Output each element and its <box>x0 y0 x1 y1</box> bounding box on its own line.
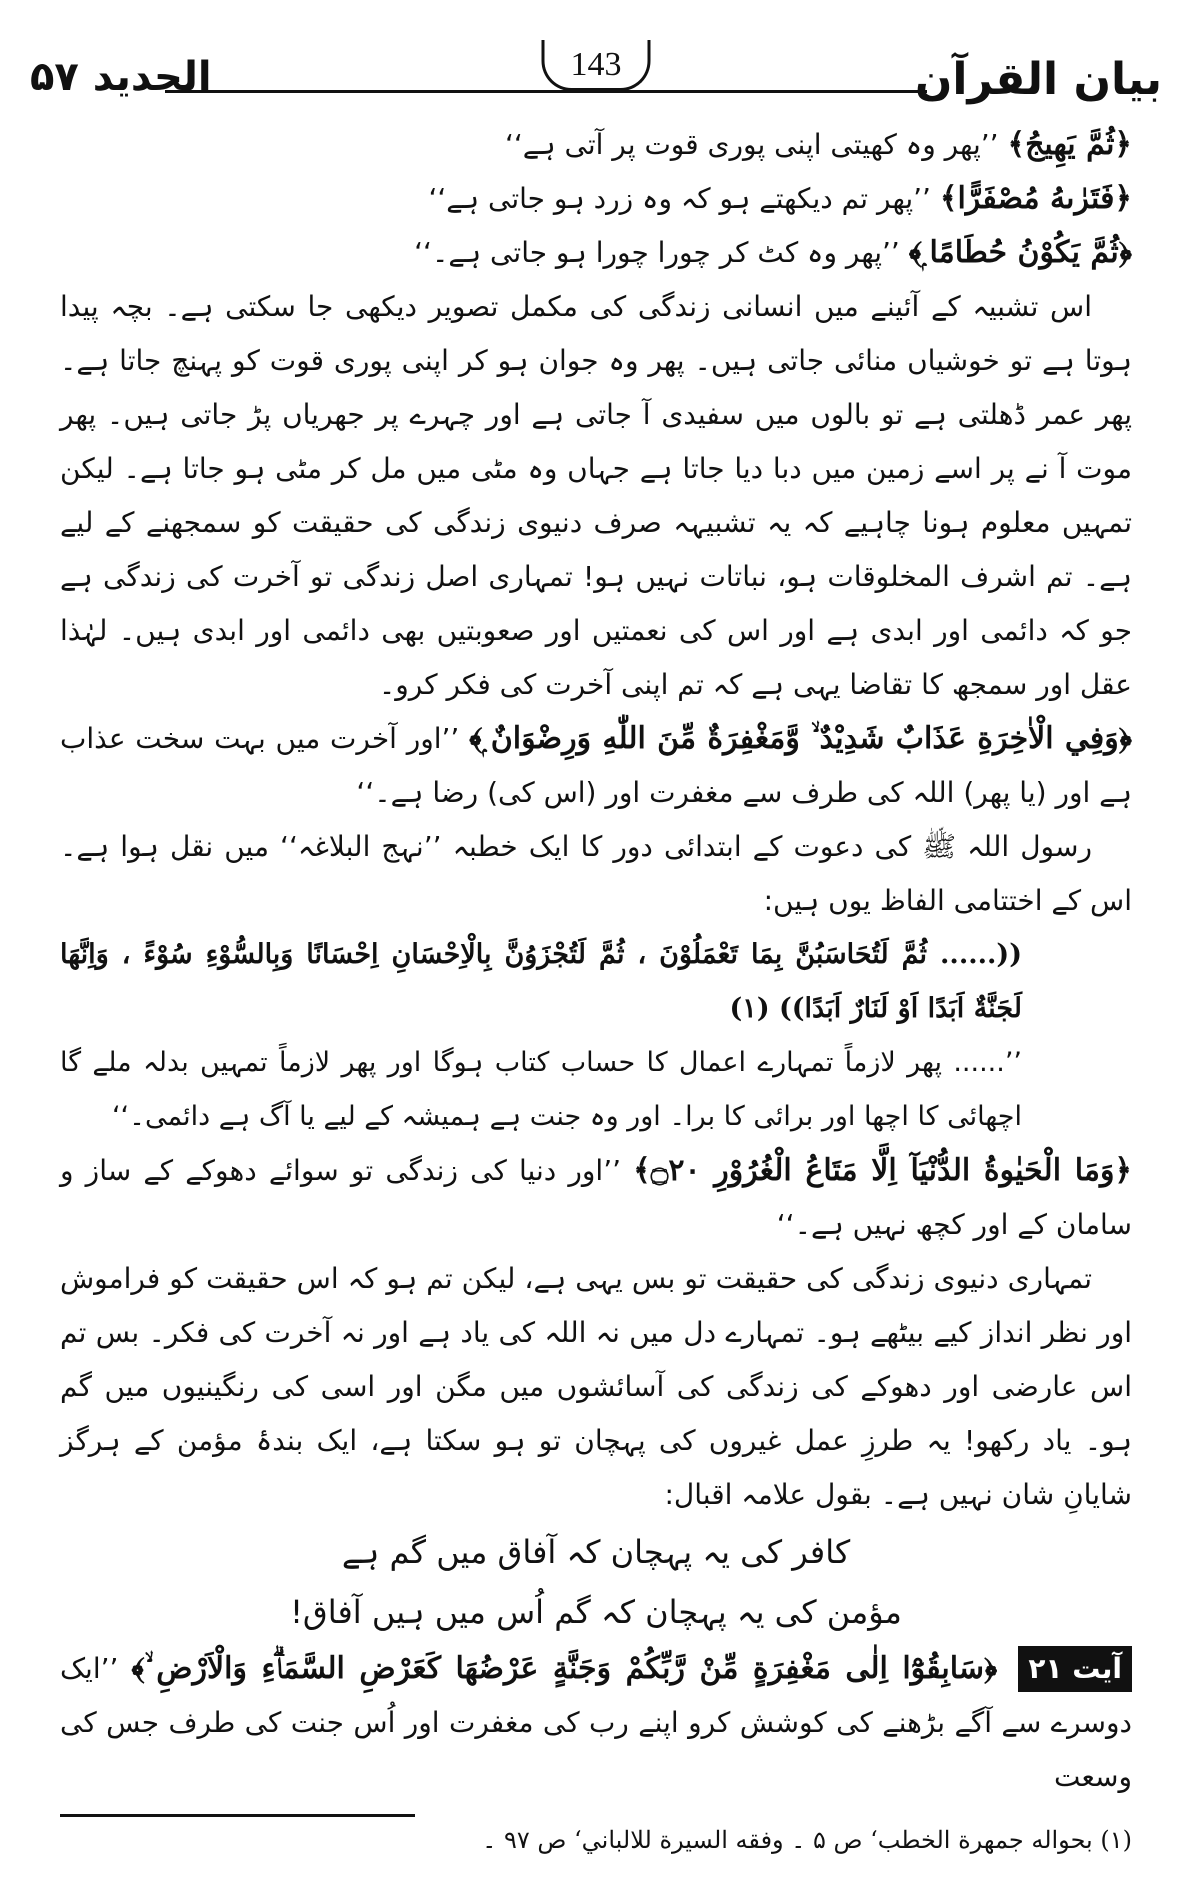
verse-line-3 <box>60 226 1132 280</box>
ayah-label: آیت ۲۱ <box>1018 1646 1132 1692</box>
hadith-arabic-text: ((...... ثُمَّ لَتُحَاسَبُنَّ بِمَا تَعْمَلُوْنَ ، ثُمَّ لَتُجْزَوُنَّ بِالْاِحْسَانِ اِحْسَانًا وَبِالسُّوْءِ سُوْءً ، وَاِنَّھَا لَجَنَّةٌ اَبَدًا اَوْ لَنَارٌ اَبَدًا)) <box>60 939 1022 1024</box>
hadith-translation: ’’...... پھر لازماً تمہارے اعمال کا حساب کتاب ہوگا اور پھر لازماً تمہیں بدلہ ملے گا اچھائی کا اچھا اور برائی کا برا۔ اور وہ جنت ہے ہمیشہ کے لیے یا آگ ہے دائمی۔‘‘ <box>60 1047 1022 1132</box>
book-title: بیان القرآن <box>914 54 1162 105</box>
page-header <box>30 40 1162 110</box>
verse-translation: ’’ایک دوسرے سے آگے بڑھنے کی کوشش کرو اپنے رب کی مغفرت اور اُس جنت کی طرف جس کی وسعت <box>60 1652 1132 1793</box>
poem-line-1: کافر کی یہ پہچان کہ آفاق میں گم ہے <box>341 1533 851 1571</box>
verse-translation: ’’پھر وہ کٹ کر چورا چورا ہو جاتی ہے۔‘‘ <box>414 236 900 269</box>
surah-name: الحدید ۵۷ <box>30 54 212 100</box>
main-text <box>60 118 1132 1804</box>
verse-arabic: ﴿فَتَرٰىهُ مُصْفَرًّا﴾ <box>939 181 1132 216</box>
verse-line-6 <box>60 1642 1132 1804</box>
verse-line-2 <box>60 172 1132 226</box>
verse-line-4 <box>60 712 1132 820</box>
verse-arabic: ﴿ثُمَّ يَكُوْنُ حُطَامًا ۭ﴾ <box>908 235 1132 270</box>
paragraph-2: رسول اللہ ﷺ کی دعوت کے ابتدائی دور کا ایک خطبہ ’’نہج البلاغہ‘‘ میں نقل ہوا ہے۔ اس کے اختتامی الفاظ یوں ہیں: <box>60 830 1132 917</box>
verse-translation: ’’اور دنیا کی زندگی تو سوائے دھوکے کے ساز و سامان کے اور کچھ نہیں ہے۔‘‘ <box>60 1154 1132 1241</box>
verse-arabic: ﴿وَمَا الْحَيٰوةُ الدُّنْيَآ اِلَّا مَتَاعُ الْغُرُوْرِ ۝۲۰﴾ <box>633 1153 1133 1188</box>
verse-translation: ’’اور آخرت میں بہت سخت عذاب ہے اور (یا پھر) اللہ کی طرف سے مغفرت اور (اس کی) رضا ہے۔‘‘ <box>60 722 1132 809</box>
footnote: (۱) بحواله جمهرة الخطب‘ ص ۵ ۔ وفقه السيرة للالباني‘ ص ۹۷ ۔ <box>482 1826 1132 1854</box>
hadith-arabic <box>60 928 1132 1036</box>
header-rule <box>165 90 927 93</box>
verse-translation: ’’پھر تم دیکھتے ہو کہ وہ زرد ہو جاتی ہے‘‘ <box>428 182 931 215</box>
paragraph-1: اس تشبیہ کے آئینے میں انسانی زندگی کی مکمل تصویر دیکھی جا سکتی ہے۔ بچہ پیدا ہوتا ہے تو خوشیاں منائی جاتی ہیں۔ پھر وہ جوان ہو کر اپنی پوری قوت کو پہنچ جاتا ہے۔ پھر عمر ڈھلتی ہے تو بالوں میں سفیدی آ جاتی ہے اور چہرے پر جھریاں پڑ جاتی ہیں۔ پھر موت آ نے پر اسے زمین میں دبا دیا جاتا ہے جہاں وہ مٹی میں مل کر مٹی ہو جاتا ہے۔ لیکن تمہیں معلوم ہونا چاہیے کہ یہ تشبیہہ صرف دنیوی زندگی کی حقیقت کو سمجھنے کے لیے ہے۔ تم اشرف المخلوقات ہو، نباتات نہیں ہو! تمہاری اصل زندگی تو آخرت کی زندگی ہے جو کہ دائمی اور ابدی ہے اور اس کی نعمتیں اور صعوبتیں بھی دائمی اور ابدی ہیں۔ لہٰذا عقل اور سمجھ کا تقاضا یہی ہے کہ تم اپنی آخرت کی فکر کرو۔ <box>60 290 1132 701</box>
poem-line-2: مؤمن کی یہ پہچان کہ گم اُس میں ہیں آفاق! <box>290 1593 902 1631</box>
verse-arabic: ﴿ثُمَّ يَهِيجُ﴾ <box>1007 127 1132 162</box>
page-number: 143 <box>542 40 651 91</box>
paragraph-3: تمہاری دنیوی زندگی کی حقیقت تو بس یہی ہے، لیکن تم ہو کہ اس حقیقت کو فراموش اور نظر انداز کیے بیٹھے ہو۔ تمہارے دل میں نہ اللہ کی یاد ہے اور نہ آخرت کی فکر۔ بس تم اس عارضی اور دھوکے کی زندگی کی آسائشوں میں مگن اور اسی کی رنگینیوں میں گم ہو۔ یاد رکھو! یہ طرزِ عمل غیروں کی پہچان تو ہو سکتا ہے، ایک بندۂ مؤمن کے ہرگز شایانِ شان نہیں ہے۔ بقول علامہ اقبال: <box>60 1262 1132 1511</box>
verse-line-1 <box>60 118 1132 172</box>
footnote-marker: (۱) <box>729 993 770 1024</box>
verse-translation: ’’پھر وہ کھیتی اپنی پوری قوت پر آتی ہے‘‘ <box>504 128 999 161</box>
verse-arabic: ﴿وَفِي الْاٰخِرَةِ عَذَابٌ شَدِيْدٌ ۙ وَّمَغْفِرَةٌ مِّنَ اللّٰهِ وَرِضْوَانٌ ۭ﴾ <box>469 721 1132 756</box>
footnote-divider <box>60 1814 415 1817</box>
verse-line-5 <box>60 1144 1132 1252</box>
verse-arabic: ﴿سَابِقُوْٓا اِلٰى مَغْفِرَةٍ مِّنْ رَّبِّكُمْ وَجَنَّةٍ عَرْضُهَا كَعَرْضِ السَّمَاۗءِ وَالْاَرْضِ ۙ﴾ <box>131 1651 998 1686</box>
